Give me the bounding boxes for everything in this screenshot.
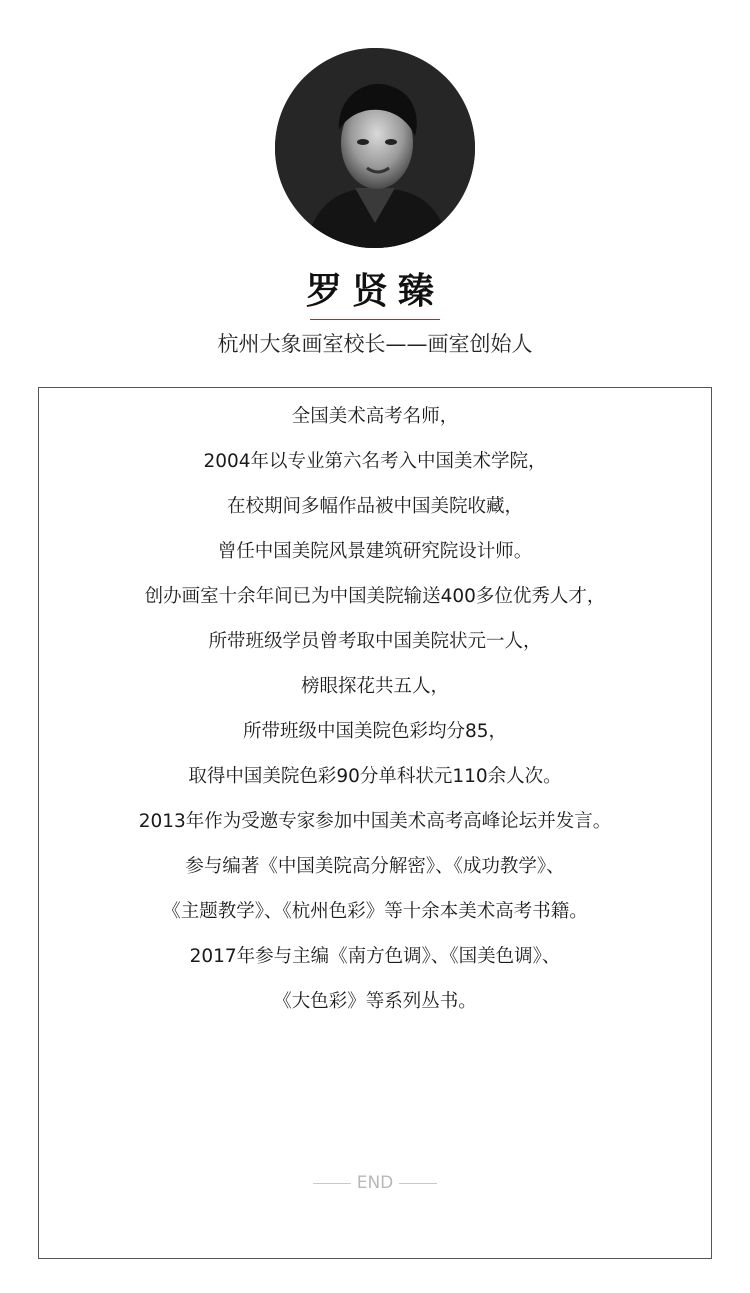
bio-line: 所带班级学员曾考取中国美院状元一人， (208, 631, 542, 652)
bio-line: 曾任中国美院风景建筑研究院设计师。 (217, 541, 533, 562)
end-rule-right (399, 1183, 437, 1184)
bio-line: 《大色彩》等系列丛书。 (273, 991, 477, 1012)
bio-line: 取得中国美院色彩90分单科状元110余人次。 (188, 766, 562, 787)
profile-name: 罗贤臻 (305, 271, 444, 312)
bio-line: 《主题教学》、《杭州色彩》等十余本美术高考书籍。 (162, 901, 588, 922)
portrait-photo (275, 48, 475, 248)
end-label: END (356, 1173, 394, 1193)
end-rule-left (313, 1183, 351, 1184)
bio-line: 在校期间多幅作品被中国美院收藏， (226, 496, 523, 517)
bio-line: 参与编著《中国美院高分解密》、《成功教学》、 (185, 856, 565, 877)
bio-list (39, 398, 711, 1028)
bio-line: 所带班级中国美院色彩均分85， (242, 721, 508, 742)
portrait-silhouette (275, 48, 475, 248)
bio-line: 2004年以专业第六名考入中国美术学院， (203, 451, 547, 472)
bio-line: 全国美术高考名师， (291, 406, 459, 427)
bio-line: 2013年作为受邀专家参加中国美术高考高峰论坛并发言。 (138, 811, 612, 832)
bio-line: 创办画室十余年间已为中国美院输送400多位优秀人才， (144, 586, 606, 607)
end-marker (39, 1168, 711, 1198)
bio-line: 2017年参与主编《南方色调》、《国美色调》、 (189, 946, 561, 967)
profile-title: 杭州大象画室校长——画室创始人 (217, 332, 533, 356)
bio-frame (38, 387, 712, 1259)
bio-line: 榜眼探花共五人， (300, 676, 449, 697)
name-underline (310, 319, 440, 320)
